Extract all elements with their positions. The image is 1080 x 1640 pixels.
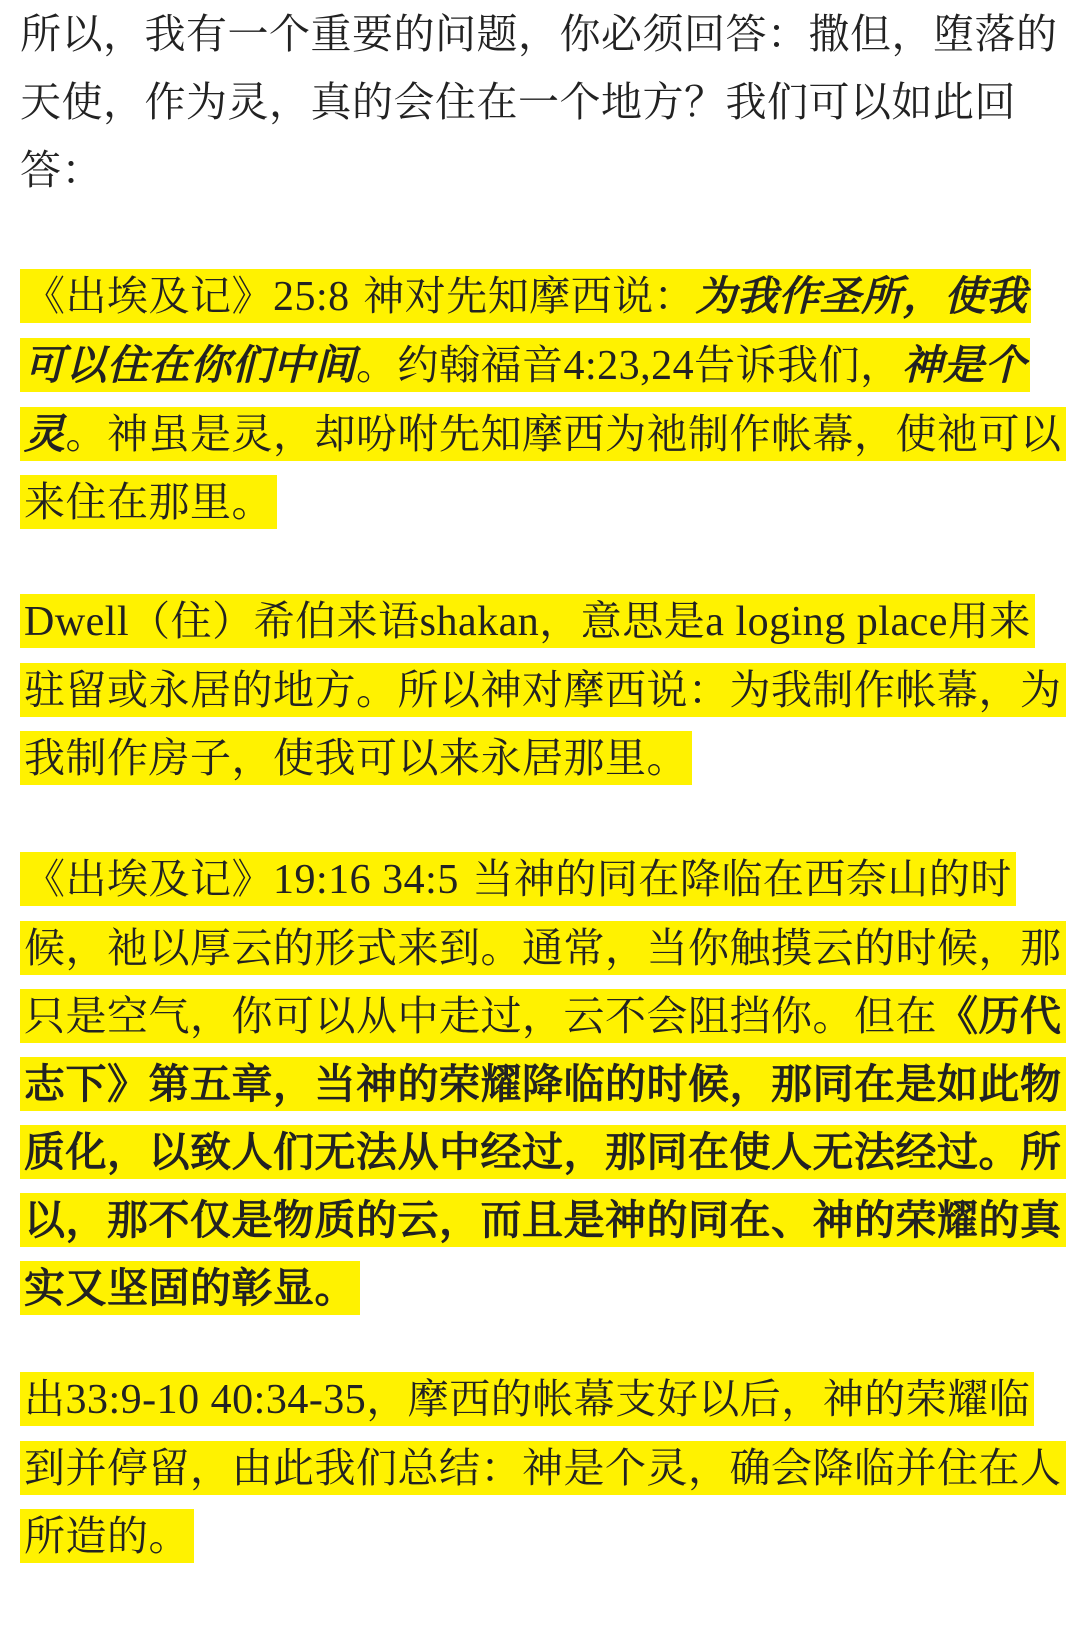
plain-text: 告诉我们， — [694, 341, 902, 389]
highlighted-text — [20, 269, 1066, 529]
plain-text: ，意思是 — [539, 597, 706, 645]
verse-number: 33:9-10 40:34-35 — [65, 1377, 367, 1423]
verse-number: 25:8 — [273, 274, 350, 320]
book-reference: 《出埃及记》 — [24, 855, 273, 903]
intro-paragraph — [20, 0, 1065, 204]
highlighted-text — [20, 594, 1066, 785]
emphasized-quote: 为我作圣所，使我可以住在你们中间 — [24, 272, 1028, 389]
highlighted-text — [20, 852, 1066, 1315]
bold-text: 《历代志下》第五章，当神的荣耀降临的时候，那同在是如此物质化，以致人们无法从中经过，那同在使人无法经过。所以，那不仅是物质的云，而且是神的同在、神的荣耀的真实又坚固的彰显。 — [24, 992, 1062, 1312]
exodus-25-paragraph — [20, 262, 1065, 536]
dwell-paragraph — [20, 587, 1065, 792]
highlighted-text — [20, 1372, 1066, 1563]
verse-number: 4:23,24 — [563, 343, 695, 389]
english-phrase: a loging place — [705, 599, 948, 645]
emphasized-quote: 神是个灵 — [24, 341, 1027, 458]
plain-text: 出 — [24, 1375, 66, 1423]
english-word: Dwell — [24, 599, 130, 645]
plain-text: 。约翰福音 — [356, 341, 564, 389]
hebrew-transliteration: shakan — [419, 599, 540, 645]
plain-text: （住）希伯来语 — [129, 597, 420, 645]
exodus-33-paragraph — [20, 1365, 1065, 1570]
plain-text: 。神虽是灵，却吩咐先知摩西为祂制作帐幕，使祂可以来住在那里。 — [24, 410, 1062, 526]
plain-text: 当神的同在降临在西奈山的时候，祂以厚云的形式来到。通常，当你触摸云的时候，那只是空气，你可以从中走过，云不会阻挡你。但在 — [24, 855, 1062, 1040]
verse-number: 19:16 34:5 — [273, 857, 459, 903]
plain-text: 用来驻留或永居的地方。所以神对摩西说：为我制作帐幕，为我制作房子，使我可以来永居那里。 — [24, 597, 1062, 782]
plain-text: 神对先知摩西说： — [349, 272, 696, 320]
plain-text: ，摩西的帐幕支好以后，神的荣耀临到并停留，由此我们总结：神是个灵，确会降临并住在人所造的。 — [24, 1375, 1062, 1560]
exodus-19-paragraph — [20, 845, 1065, 1322]
intro-text: 所以，我有一个重要的问题，你必须回答：撒但，堕落的天使，作为灵，真的会住在一个地方？我们可以如此回答： — [20, 10, 1058, 194]
book-reference: 《出埃及记》 — [24, 272, 273, 320]
